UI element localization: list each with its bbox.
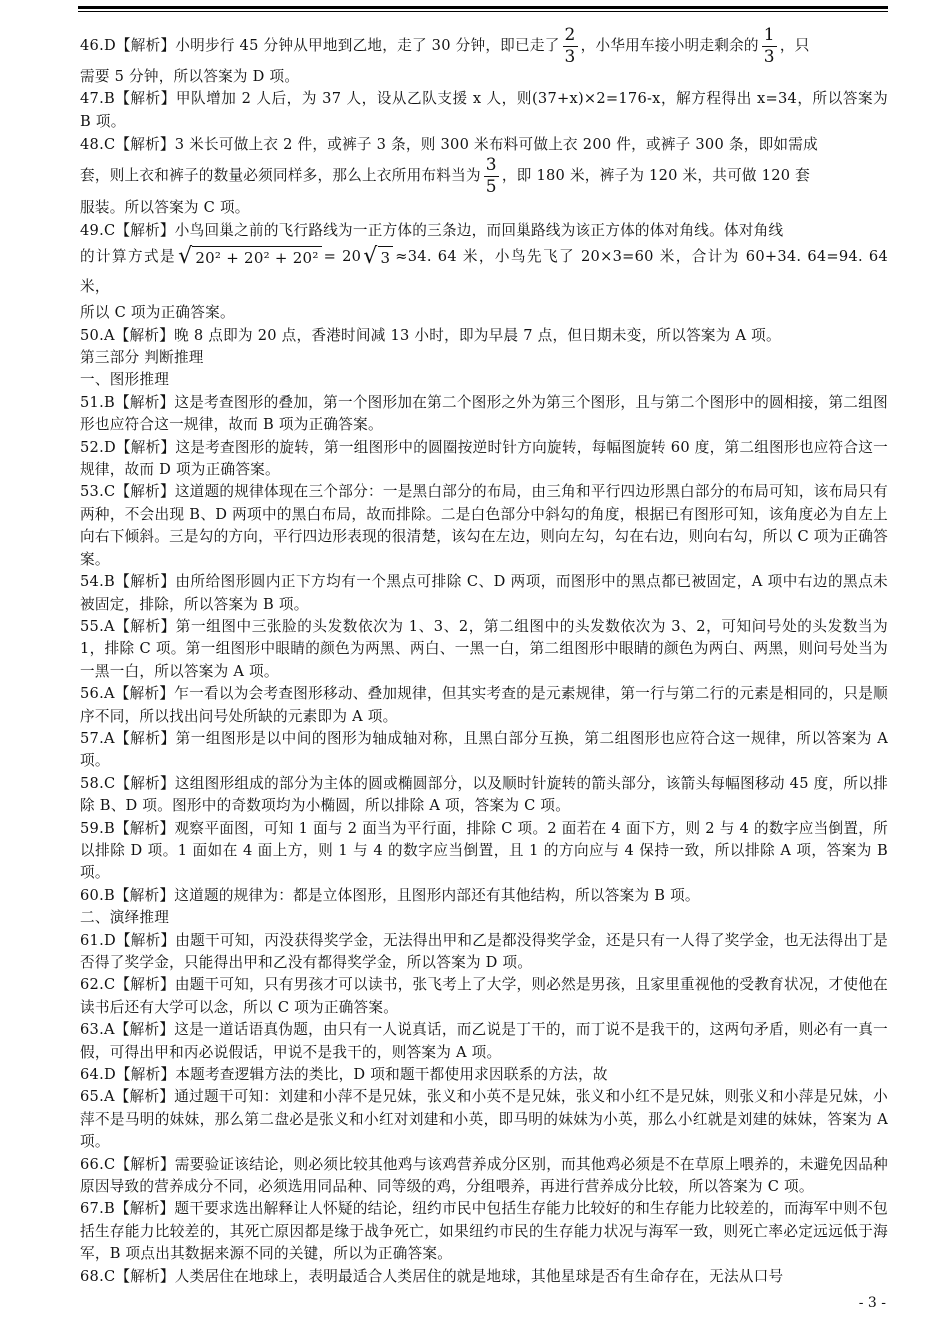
- header-rule-thick: [78, 6, 888, 9]
- answer-49-line3: 所以 C 项为正确答案。: [80, 304, 235, 322]
- header-rule-thin: [78, 11, 888, 12]
- fraction-two-thirds: $\frac{2}{3}$: [564, 24, 576, 67]
- answer-58: 58.C【解析】这组图形组成的部分为主体的圆或椭圆部分，以及顺时针旋转的箭头部分，该箭头每幅图移动 45 度，所以排除 B、D 项。图形中的奇数项均为小椭圆，所以排除 A 项，答案为 C 项。: [80, 774, 888, 815]
- answer-56: 56.A【解析】乍一看以为会考查图形移动、叠加规律，但其实考查的是元素规律，第一行与第二行的元素是相同的，只是顺序不同，所以找出问号处所缺的元素即为 A 项。: [80, 685, 888, 725]
- answer-65: 65.A【解析】通过题干可知：刘建和小萍不是兄妹，张义和小英不是兄妹，张义和小红不是兄妹，则张义和小萍是兄妹，小萍不是马明的妹妹，那么第二盘必是张义和小红对刘建和小英，即马明的妹妹为小英，那么小红就是刘建的妹妹，答案为 A 项。: [80, 1088, 888, 1151]
- answer-47: 47.B【解析】甲队增加 2 人后，为 37 人，设从乙队支援 x 人，则(37+x)×2=176-x，解方程得出 x=34，所以答案为 B 项。: [80, 90, 888, 130]
- answer-49-line1: 49.C【解析】小鸟回巢之前的飞行路线为一正方体的三条边，而回巢路线为该正方体的体对角线。体对角线: [80, 222, 784, 240]
- answer-50: 50.A【解析】晚 8 点即为 20 点，香港时间减 13 小时，即为早晨 7 点，但日期未变，所以答案为 A 项。: [80, 326, 781, 344]
- answer-53: 53.C【解析】这道题的规律体现在三个部分：一是黑白部分的布局，由三角和平行四边形黑白部分的布局可知，该布局只有两种，不会出现 B、D 两项中的黑白布局，故而排除。二是白色部分中斜勾的角度，根据已有图形可知，该角度必为自左上向右下倾斜。三是勾的方向，平行四边形表现的很清楚，该勾在左边，则向左勾，勾在右边，则向右勾，所以 C 项为正确答案。: [80, 483, 888, 568]
- answer-60: 60.B【解析】这道题的规律为：都是立体图形，且图形内部还有其他结构，所以答案为 B 项。: [80, 886, 700, 904]
- answer-66: 66.C【解析】需要验证该结论，则必须比较其他鸡与该鸡营养成分区别，而其他鸡必须是不在草原上喂养的，未避免因品种原因导致的营养成分不同，必须选用同品种、同等级的鸡，分组喂养，再进行营养成分比较，所以答案为 C 项。: [80, 1155, 888, 1196]
- answer-57: 57.A【解析】第一组图形是以中间的图形为轴成轴对称，且黑白部分互换，第二组图形也应符合这一规律，所以答案为 A 项。: [80, 729, 888, 770]
- answer-48-line3: 服装。所以答案为 C 项。: [80, 199, 250, 217]
- answer-59: 59.B【解析】观察平面图，可知 1 面与 2 面当为平行面，排除 C 项。2 面若在 4 面下方，则 2 与 4 的数字应当倒置，所以排除 D 项。1 面如在 4 面上方，则 1 与 4 的数字应当倒置，且 1 的方向应与 4 保持一致，所以排除 A 项，答案为 B 项。: [80, 819, 888, 882]
- answer-52: 52.D【解析】这是考查图形的旋转，第一组图形中的圆圈按逆时针方向旋转，每幅图旋转 60 度，第二组图形也应符合这一规律，故而 D 项为正确答案。: [80, 438, 888, 479]
- answer-48-line1: 48.C【解析】3 米长可做上衣 2 件，或裤子 3 条，则 300 米布料可做上衣 200 件，或裤子 300 条，即如需成: [80, 136, 818, 154]
- section-deductive-reasoning: 二、演绎推理: [80, 909, 170, 927]
- answer-63: 63.A【解析】这是一道话语真伪题，由只有一人说真话，而乙说是丁干的，而丁说不是我干的，这两句矛盾，则必有一真一假，可得出甲和丙必说假话，甲说不是我干的，则答案为 A 项。: [80, 1021, 888, 1061]
- answer-49-line2: 的计算方式是 √ 20² + 20² + 20² = 20 √ 3 ≈34. 64 米，小鸟先飞了 20×3=60 米，合计为 60+34. 64=94. 64 米，: [80, 243, 888, 296]
- answer-48-line2: 套，则上衣和裤子的数量必须同样多，那么上衣所用布料当为 $\frac{3}{5}$ ，即 180 米，裤子为 120 米，共可做 120 套: [80, 154, 810, 197]
- page-number: - 3 -: [858, 1295, 886, 1311]
- square-root-three: √ 3: [363, 246, 393, 269]
- section-figure-reasoning: 一、图形推理: [80, 371, 170, 389]
- answer-51: 51.B【解析】这是考查图形的叠加，第一个图形加在第二个图形之外为第三个图形，且与第二个图形中的圆相接，第二组图形也应符合这一规律，故而 B 项为正确答案。: [80, 393, 888, 434]
- answer-46-cont: 需要 5 分钟，所以答案为 D 项。: [80, 68, 300, 85]
- answer-68: 68.C【解析】人类居住在地球上，表明最适合人类居住的就是地球，其他星球是否有生命存在，无法从口号: [80, 1267, 784, 1285]
- answer-55: 55.A【解析】第一组图中三张脸的头发数依次为 1、3、2，第二组图中的头发数依次为 3、2，可知问号处的头发数当为 1，排除 C 项。第一组图形中眼睛的颜色为两黑、两白、一黑一白，第二组图形中眼睛的颜色为两白、两黑，则问号处当为一黑一白，所以答案为 A 项。: [80, 617, 888, 680]
- answer-67: 67.B【解析】题干要求选出解释让人怀疑的结论，纽约市民中包括生存能力比较好的和生存能力比较差的，而海军中则不包括生存能力比较差的，其死亡原因都是缘于战争死亡，如果纽约市民的生存能力状况与海军一致，则死亡率必定远远低于海军，B 项点出其数据来源不同的关键，所以为正确答案。: [80, 1200, 888, 1263]
- answer-analysis-text: [80, 26, 888, 1288]
- fraction-one-third: $\frac{1}{3}$: [763, 24, 775, 67]
- part3-title: 第三部分 判断推理: [80, 349, 204, 367]
- answer-46: 46.D【解析】小明步行 45 分钟从甲地到乙地，走了 30 分钟，即已走了 $\frac{2}{3}$ ，小华用车接小明走剩余的 $\frac{1}{3}$ ，只: [80, 24, 810, 67]
- fraction-three-fifths: $\frac{3}{5}$: [485, 154, 497, 197]
- answer-54: 54.B【解析】由所给图形圆内正下方均有一个黑点可排除 C、D 两项，而图形中的黑点都已被固定，A 项中右边的黑点未被固定，排除，所以答案为 B 项。: [80, 573, 888, 613]
- answer-61: 61.D【解析】由题干可知，丙没获得奖学金，无法得出甲和乙是都没得奖学金，还是只有一人得了奖学金，也无法得出丁是否得了奖学金，只能得出甲和乙没有都得奖学金，所以答案为 D 项。: [80, 931, 888, 971]
- answer-62: 62.C【解析】由题干可知，只有男孩才可以读书，张飞考上了大学，则必然是男孩，且家里重视他的受教育状况，才使他在读书后还有大学可以念，所以 C 项为正确答案。: [80, 976, 888, 1016]
- answer-64: 64.D【解析】本题考查逻辑方法的类比，D 项和题干都使用求因联系的方法，故: [80, 1066, 608, 1084]
- square-root-expression: √ 20² + 20² + 20²: [178, 246, 322, 269]
